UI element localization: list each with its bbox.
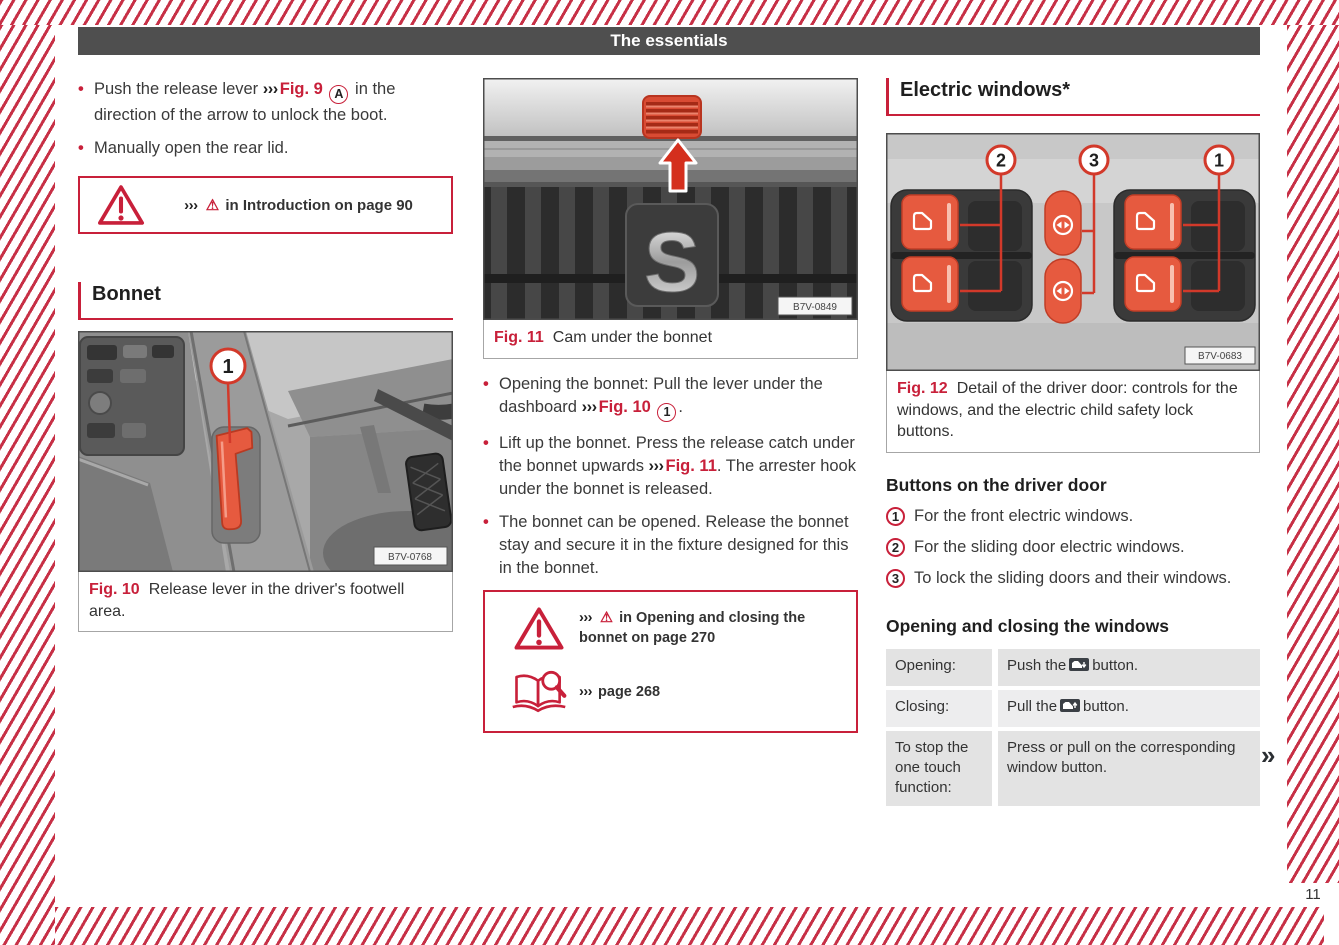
bullet-text: Manually open the rear lid.	[94, 139, 289, 157]
bullet-text: .	[678, 397, 684, 416]
figure-caption-text: Cam under the bonnet	[552, 329, 713, 346]
figure-reference: Fig. 9	[279, 80, 323, 98]
see-reference-arrows-icon: ›››	[184, 197, 198, 214]
bullet-icon: •	[483, 512, 489, 531]
frame-stripe-left	[0, 25, 55, 945]
table-label-cell: To stop the one touch function:	[886, 731, 992, 806]
cell-text: button.	[1083, 697, 1129, 715]
list-item-text: For the sliding door electric windows.	[914, 537, 1185, 556]
bullet-icon: •	[78, 139, 84, 157]
figure-caption-text: Detail of the driver door: controls for the windows, and the electric child safety lock buttons.	[897, 380, 1238, 440]
list-item-text: To lock the sliding doors and their windows.	[914, 568, 1232, 587]
callout-1-number: 1	[222, 356, 234, 378]
callout-2-badge: 2	[886, 538, 905, 557]
callout-3-number: 3	[1088, 150, 1100, 171]
section-heading-electric-windows	[886, 78, 1260, 116]
table-value-cell	[998, 649, 1260, 686]
page-reference-text: page 268	[598, 683, 661, 700]
warning-reference-text: in Opening and closing the bonnet on page 270	[579, 610, 806, 646]
image-code: B7V-0683	[1198, 351, 1242, 362]
list-item	[886, 505, 1260, 528]
bullet-text: The bonnet can be opened. Release the bonnet stay and secure it in the fixture designed for this in the bonnet.	[499, 512, 849, 577]
see-reference-arrows-icon: ›››	[579, 683, 592, 700]
seat-logo	[626, 204, 718, 309]
window-operation-table	[886, 649, 1260, 806]
page-continuation-icon: »	[1261, 740, 1273, 770]
figure-label: Fig. 10	[89, 581, 140, 598]
cell-text: button.	[1092, 656, 1139, 674]
table-value-cell: Press or pull on the corresponding window button.	[998, 731, 1260, 806]
list-item	[886, 536, 1260, 559]
boot-release-bullet	[78, 78, 453, 127]
table-value-cell	[998, 690, 1260, 727]
inline-warning-icon: ⚠	[600, 610, 614, 626]
callout-1-badge: 1	[886, 507, 905, 526]
list-item-text: For the front electric windows.	[914, 506, 1134, 525]
section-heading-bonnet	[78, 282, 453, 320]
section-title: Electric windows*	[900, 79, 1071, 101]
figure-11	[483, 78, 858, 359]
window-button-icon	[1069, 657, 1089, 678]
chapter-title: The essentials	[610, 31, 728, 50]
cell-text: Push the	[1007, 656, 1067, 674]
image-code: B7V-0849	[793, 302, 837, 313]
frame-stripe-top	[0, 0, 1339, 25]
bullet-icon: •	[483, 433, 489, 452]
image-code-box	[1185, 347, 1255, 364]
list-item	[886, 567, 1260, 590]
window-button-icon	[1060, 698, 1080, 719]
bullet-icon: •	[78, 80, 84, 98]
image-code: B7V-0768	[388, 552, 432, 563]
callout-1-number: 1	[1213, 150, 1225, 171]
footwell-illustration	[78, 331, 453, 572]
image-code-box	[778, 297, 852, 315]
cell-text: Pull the	[1007, 697, 1058, 715]
window-operation-heading: Opening and closing the windows	[886, 615, 1169, 636]
opening-bonnet-bullet	[483, 373, 858, 422]
reference-box	[483, 590, 858, 733]
driver-door-buttons-heading: Buttons on the driver door	[886, 474, 1107, 495]
bullet-icon: •	[483, 374, 489, 393]
book-magnifier-icon	[509, 668, 569, 716]
callout-1-badge: 1	[657, 403, 676, 422]
warning-triangle-icon	[513, 605, 565, 652]
bullet-text: Lift up the bonnet. Press the release catch under the bonnet upwards	[499, 433, 855, 475]
bullet-text: . The arrester hook under the bonnet is released.	[499, 456, 856, 498]
warning-triangle-icon	[96, 183, 146, 227]
figure-reference: Fig. 10	[598, 397, 651, 416]
figure-10-caption	[78, 571, 453, 632]
page-reference-row	[579, 682, 846, 702]
bonnet-cam-highlight	[643, 96, 701, 138]
open-rear-lid-bullet	[78, 137, 453, 160]
bonnet-open-bullet	[483, 511, 858, 580]
image-code-box	[374, 547, 447, 565]
see-reference-arrows-icon: ›››	[648, 456, 664, 475]
figure-label: Fig. 11	[494, 329, 544, 346]
warning-reference-text: in Introduction on page 90	[225, 197, 413, 214]
callout-2-number: 2	[995, 150, 1007, 171]
callout-3-badge: 3	[886, 569, 905, 588]
figure-12-image	[886, 133, 1260, 371]
table-label-cell: Closing:	[886, 690, 992, 727]
lift-bonnet-bullet	[483, 432, 858, 501]
figure-12-caption	[886, 370, 1260, 453]
svg-text:S: S	[643, 215, 701, 309]
see-reference-arrows-icon: ›››	[262, 80, 278, 98]
figure-label: Fig. 12	[897, 380, 948, 397]
bullet-text: in the direction of the arrow to unlock the boot.	[94, 80, 396, 124]
chapter-header-bar	[78, 27, 1260, 55]
see-reference-arrows-icon: ›››	[579, 610, 592, 626]
frame-stripe-right	[1287, 25, 1339, 883]
figure-caption-text: Release lever in the driver's footwell area.	[89, 581, 405, 620]
figure-11-image	[483, 78, 858, 320]
bullet-text: Opening the bonnet: Pull the lever under the dashboard	[499, 374, 823, 416]
see-reference-arrows-icon: ›››	[581, 397, 597, 416]
inline-warning-icon: ⚠	[205, 197, 220, 214]
right-column	[886, 78, 1260, 806]
figure-11-caption	[483, 319, 858, 359]
page-number: 11	[1305, 885, 1321, 903]
figure-10	[78, 331, 453, 632]
warning-box	[78, 176, 453, 234]
bullet-text: Push the release lever	[94, 80, 263, 98]
callout-a-badge: A	[329, 85, 348, 104]
figure-12	[886, 133, 1260, 453]
figure-reference: Fig. 11	[665, 456, 717, 475]
warning-reference-row	[579, 608, 846, 648]
frame-stripe-bottom	[55, 907, 1324, 945]
left-column	[78, 78, 453, 632]
table-label-cell: Opening:	[886, 649, 992, 686]
middle-column	[483, 78, 858, 733]
warning-text	[146, 196, 451, 214]
figure-10-image	[78, 331, 453, 572]
driver-door-buttons-list	[886, 505, 1260, 590]
section-title: Bonnet	[92, 283, 161, 305]
